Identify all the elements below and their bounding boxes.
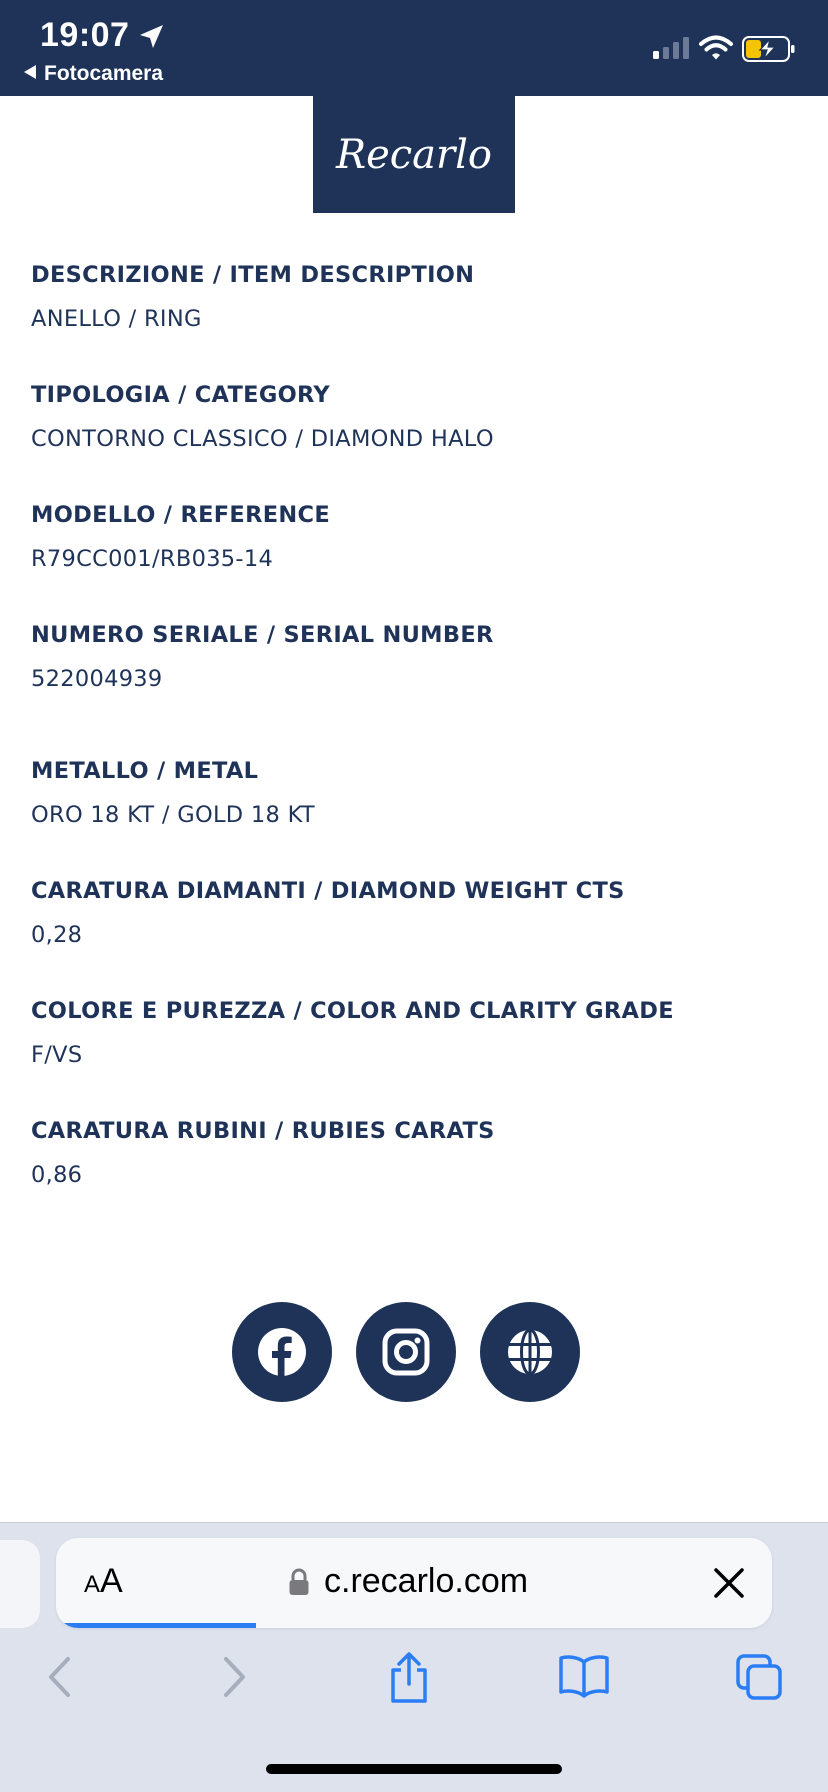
field-value: F/VS (31, 1042, 83, 1068)
tabs-icon[interactable] (734, 1652, 784, 1702)
status-time: 19:07 (40, 16, 130, 54)
lock-icon (288, 1568, 310, 1596)
back-triangle-icon (24, 65, 36, 79)
back-to-app-link[interactable] (24, 62, 163, 86)
instagram-button[interactable] (356, 1302, 456, 1402)
battery-charging-icon (742, 36, 796, 62)
address-bar[interactable] (56, 1538, 772, 1628)
field-serial-number (31, 622, 791, 692)
field-value: ORO 18 KT / GOLD 18 KT (31, 802, 315, 828)
facebook-icon (257, 1327, 307, 1377)
field-label: MODELLO / REFERENCE (31, 502, 330, 528)
field-value: 522004939 (31, 666, 163, 692)
share-icon[interactable] (386, 1652, 432, 1704)
field-label: CARATURA DIAMANTI / DIAMOND WEIGHT CTS (31, 878, 625, 904)
location-arrow-icon (136, 22, 166, 52)
field-category (31, 382, 791, 452)
field-reference (31, 502, 791, 572)
previous-tab-preview[interactable] (0, 1540, 40, 1628)
recarlo-logo-icon (313, 96, 515, 213)
website-button[interactable] (480, 1302, 580, 1402)
aa-small-glyph: A (84, 1571, 101, 1598)
svg-text:Recarlo: Recarlo (335, 132, 493, 178)
aa-large-glyph: A (100, 1562, 123, 1600)
close-icon[interactable] (712, 1566, 746, 1600)
bookmarks-icon[interactable] (558, 1652, 610, 1698)
page-load-progress (56, 1623, 256, 1628)
field-diamond-weight (31, 878, 791, 948)
globe-icon (505, 1327, 555, 1377)
field-label: DESCRIZIONE / ITEM DESCRIPTION (31, 262, 475, 288)
field-label: COLORE E PUREZZA / COLOR AND CLARITY GRADE (31, 998, 674, 1024)
url-text[interactable]: c.recarlo.com (324, 1562, 529, 1600)
field-label: TIPOLOGIA / CATEGORY (31, 382, 331, 408)
field-value: CONTORNO CLASSICO / DIAMOND HALO (31, 426, 494, 452)
wifi-icon (698, 34, 734, 62)
back-nav-icon[interactable] (42, 1652, 76, 1702)
field-label: CARATURA RUBINI / RUBIES CARATS (31, 1118, 495, 1144)
field-label: METALLO / METAL (31, 758, 259, 784)
reader-options-button[interactable] (84, 1562, 123, 1601)
facebook-button[interactable] (232, 1302, 332, 1402)
forward-nav-icon[interactable] (218, 1652, 252, 1702)
home-indicator[interactable] (266, 1764, 562, 1774)
back-app-label: Fotocamera (44, 62, 164, 85)
brand-logo[interactable] (313, 96, 515, 213)
field-value: 0,86 (31, 1162, 83, 1188)
field-rubies-carats (31, 1118, 791, 1188)
signal-icon (652, 36, 690, 60)
field-metal (31, 758, 791, 828)
status-bar (0, 0, 828, 96)
field-value: R79CC001/RB035-14 (31, 546, 274, 572)
instagram-icon (381, 1327, 431, 1377)
field-color-clarity (31, 998, 791, 1068)
field-item-description (31, 262, 791, 332)
field-label: NUMERO SERIALE / SERIAL NUMBER (31, 622, 494, 648)
field-value: 0,28 (31, 922, 83, 948)
field-value: ANELLO / RING (31, 306, 202, 332)
